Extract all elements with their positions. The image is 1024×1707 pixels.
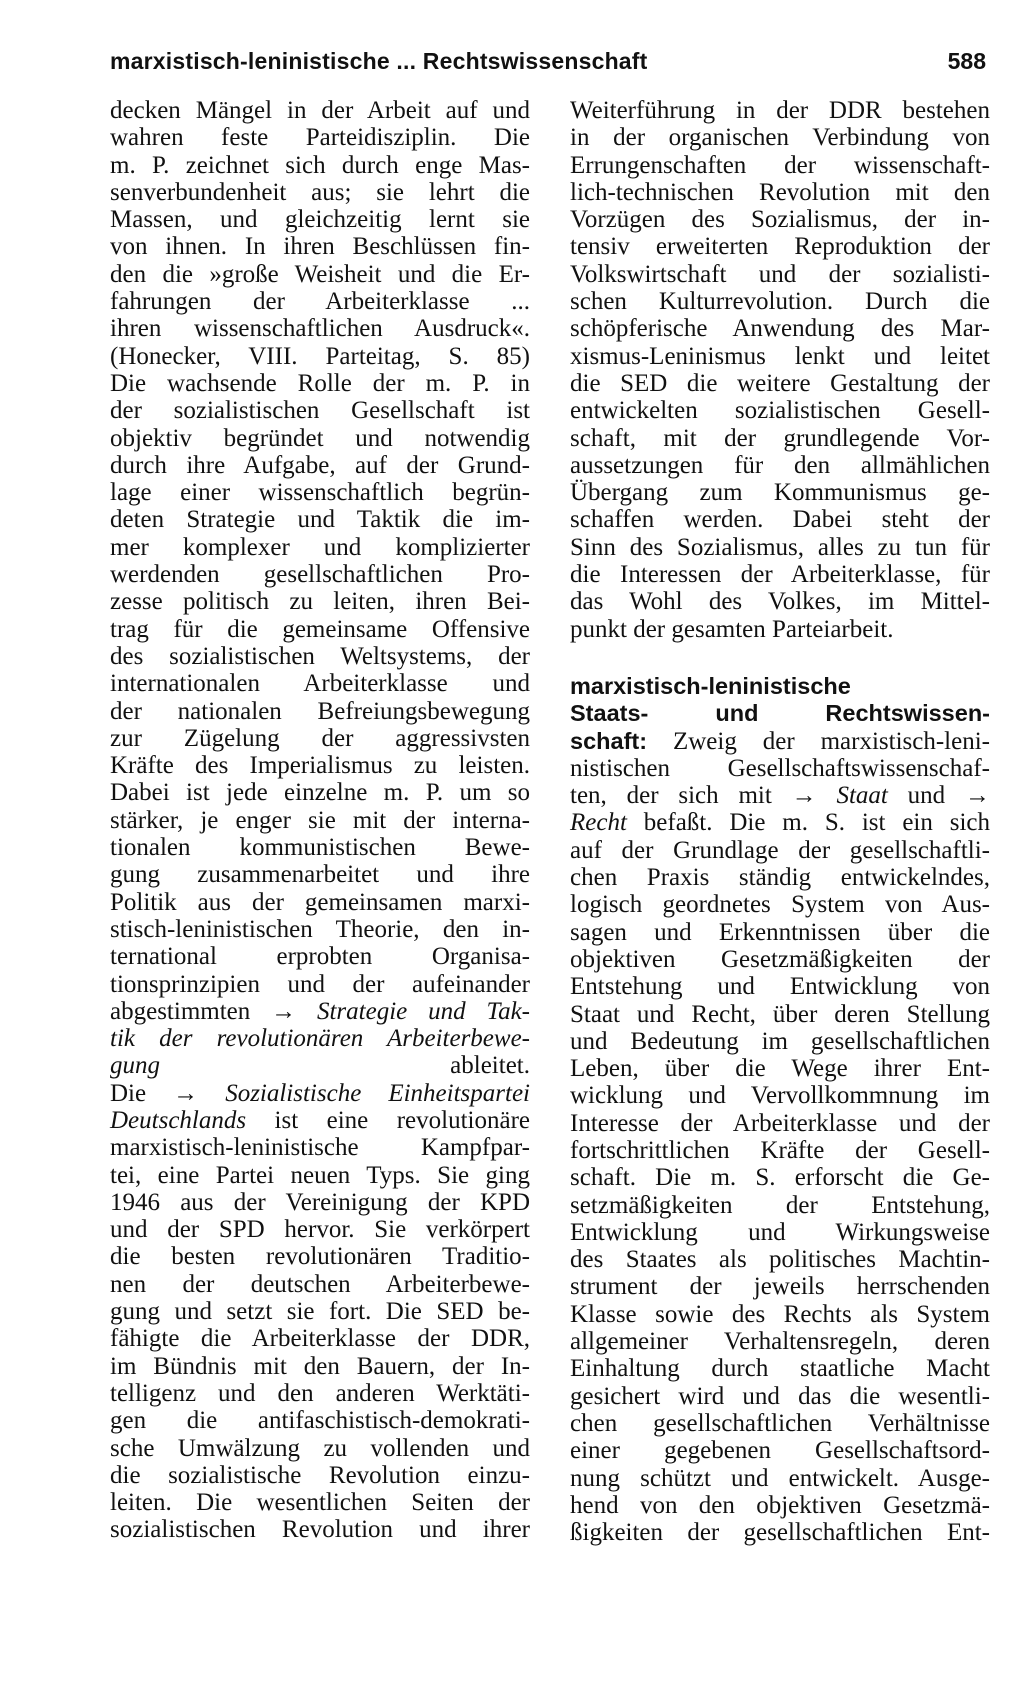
text-line bbox=[110, 1025, 530, 1052]
text-line bbox=[110, 479, 530, 506]
text-line bbox=[570, 700, 990, 727]
text-segment: Politik aus der gemeinsamen marxi- bbox=[110, 888, 530, 916]
text-line bbox=[110, 1353, 530, 1380]
text-line bbox=[110, 452, 530, 479]
text-line bbox=[110, 834, 530, 861]
text-segment: entwickelten sozialistischen Gesell- bbox=[570, 397, 990, 425]
text-line bbox=[570, 1465, 990, 1492]
text-segment: auf der Grundlage der gesellschaftli- bbox=[570, 836, 990, 864]
text-line bbox=[110, 1462, 530, 1489]
text-line bbox=[110, 1516, 530, 1543]
text-segment: (Honecker, VIII. Parteitag, S. 85) bbox=[110, 342, 530, 370]
text-line bbox=[110, 1080, 530, 1107]
text-segment: strument der jeweils herrschenden bbox=[570, 1273, 990, 1301]
text-segment: Vorzügen des Sozialismus, der in- bbox=[570, 206, 990, 234]
text-line bbox=[110, 643, 530, 670]
text-line bbox=[110, 261, 530, 288]
text-line bbox=[110, 807, 530, 834]
text-line bbox=[570, 588, 990, 615]
text-line bbox=[110, 588, 530, 615]
page-number: 588 bbox=[947, 48, 986, 74]
text-line bbox=[570, 452, 990, 479]
text-line bbox=[570, 1492, 990, 1519]
text-segment: chen Praxis ständig entwickelndes, bbox=[570, 864, 990, 892]
text-segment: Kräfte des Imperialismus zu leisten. bbox=[110, 752, 530, 780]
text-segment: tensiv erweiterten Reproduktion der bbox=[570, 233, 990, 261]
text-line bbox=[110, 861, 530, 888]
text-line bbox=[110, 233, 530, 260]
text-line bbox=[570, 973, 990, 1000]
text-line bbox=[110, 1380, 530, 1407]
text-segment: Entstehung und Entwicklung von bbox=[570, 973, 990, 1001]
text-line bbox=[570, 1028, 990, 1055]
text-segment: einer gegebenen Gesellschaftsord- bbox=[570, 1437, 990, 1465]
text-segment: schaft. Die m. S. erforscht die Ge- bbox=[570, 1164, 990, 1192]
text-line bbox=[570, 534, 990, 561]
text-line bbox=[110, 1243, 530, 1270]
running-head: marxistisch-leninistische ... Rechtswissenschaft bbox=[110, 48, 648, 74]
text-segment: trag für die gemeinsame Offensive bbox=[110, 615, 530, 643]
text-segment: den die »große Weisheit und die Er- bbox=[110, 260, 530, 288]
cross-reference: gung bbox=[110, 1052, 160, 1080]
text-line bbox=[570, 1437, 990, 1464]
text-segment: 1946 aus der Vereinigung der KPD bbox=[110, 1188, 530, 1216]
text-segment: die sozialistische Revolution einzu- bbox=[110, 1461, 530, 1489]
text-line bbox=[570, 1082, 990, 1109]
text-line bbox=[570, 919, 990, 946]
text-line bbox=[570, 673, 990, 700]
text-segment: nung schützt und entwickelt. Ausge- bbox=[570, 1464, 990, 1492]
right-column-continuation bbox=[570, 97, 990, 643]
text-segment: allgemeiner Verhaltensregeln, deren bbox=[570, 1328, 990, 1356]
text-segment: wahren feste Parteidisziplin. Die bbox=[110, 124, 530, 152]
text-segment: punkt der gesamten Parteiarbeit. bbox=[570, 615, 894, 643]
text-line bbox=[110, 506, 530, 533]
text-line bbox=[570, 397, 990, 424]
text-line bbox=[570, 728, 990, 755]
text-segment: zur Zügelung der aggressivsten bbox=[110, 724, 530, 752]
text-segment: gesichert wird und das die wesentli- bbox=[570, 1382, 990, 1410]
text-segment: zesse politisch zu leiten, ihren Bei- bbox=[110, 588, 530, 616]
text-segment: tei, eine Partei neuen Typs. Sie ging bbox=[110, 1161, 530, 1189]
left-column bbox=[110, 97, 530, 1544]
text-line bbox=[110, 179, 530, 206]
text-segment: wicklung und Vervollkommnung im bbox=[570, 1082, 990, 1110]
text-line bbox=[570, 837, 990, 864]
text-line bbox=[570, 1219, 990, 1246]
text-line bbox=[570, 1273, 990, 1300]
text-line bbox=[110, 288, 530, 315]
text-line bbox=[110, 397, 530, 424]
text-segment: Die → bbox=[110, 1079, 226, 1107]
text-line bbox=[570, 1001, 990, 1028]
text-line bbox=[570, 288, 990, 315]
text-segment: Staat und Recht, über deren Stellung bbox=[570, 1000, 990, 1028]
text-line bbox=[570, 206, 990, 233]
text-segment: tionsprinzipien und der aufeinander bbox=[110, 970, 530, 998]
text-segment: und der SPD hervor. Sie verkörpert bbox=[110, 1216, 530, 1244]
text-segment: fahrungen der Arbeiterklasse ... bbox=[110, 288, 530, 316]
text-segment: aussetzungen für den allmählichen bbox=[570, 451, 990, 479]
text-segment: mer komplexer und komplizierter bbox=[110, 533, 530, 561]
text-line bbox=[110, 206, 530, 233]
cross-reference: tik der revolutionären Arbeiterbewe- bbox=[110, 1025, 530, 1053]
text-segment: sozialistischen Revolution und ihrer bbox=[110, 1516, 530, 1544]
text-segment: von ihnen. In ihren Beschlüssen fin- bbox=[110, 233, 530, 261]
text-line bbox=[110, 1407, 530, 1434]
text-segment: schöpferische Anwendung des Mar- bbox=[570, 315, 990, 343]
text-segment: schaffen werden. Dabei steht der bbox=[570, 506, 990, 534]
text-line bbox=[570, 315, 990, 342]
text-line bbox=[110, 425, 530, 452]
text-line bbox=[110, 1271, 530, 1298]
text-line bbox=[110, 561, 530, 588]
cross-reference: Strategie und Tak- bbox=[316, 997, 530, 1025]
text-line bbox=[110, 1216, 530, 1243]
text-line bbox=[110, 1107, 530, 1134]
text-segment: schaft, mit der grundlegende Vor- bbox=[570, 424, 990, 452]
text-line bbox=[570, 1137, 990, 1164]
dictionary-entry bbox=[570, 673, 990, 1547]
text-line bbox=[110, 1162, 530, 1189]
text-segment: ternational erprobten Organisa- bbox=[110, 943, 530, 971]
text-segment: stisch-leninistischen Theorie, den in- bbox=[110, 915, 530, 943]
text-segment: gung zusammenarbeitet und ihre bbox=[110, 861, 530, 889]
text-segment: sche Umwälzung zu vollenden und bbox=[110, 1434, 530, 1462]
text-line bbox=[110, 1052, 530, 1079]
text-segment: die Interessen der Arbeiterklasse, für bbox=[570, 561, 990, 589]
text-line bbox=[110, 698, 530, 725]
text-segment: ßigkeiten der gesellschaftlichen Ent- bbox=[570, 1519, 990, 1547]
text-line bbox=[110, 315, 530, 342]
text-segment: Dabei ist jede einzelne m. P. um so bbox=[110, 779, 530, 807]
text-line bbox=[110, 1435, 530, 1462]
text-segment: ten, der sich mit → bbox=[570, 782, 837, 810]
text-segment: chen gesellschaftlichen Verhältnisse bbox=[570, 1409, 990, 1437]
text-segment: Die wachsende Rolle der m. P. in bbox=[110, 369, 530, 397]
text-line bbox=[110, 998, 530, 1025]
cross-reference: Sozialistische Einheitspartei bbox=[225, 1079, 530, 1107]
text-line bbox=[110, 779, 530, 806]
text-line bbox=[110, 616, 530, 643]
text-segment: gen die antifaschistisch-demokrati- bbox=[110, 1407, 530, 1435]
text-line bbox=[570, 616, 990, 643]
text-segment: und Bedeutung im gesellschaftlichen bbox=[570, 1027, 990, 1055]
text-segment: des sozialistischen Weltsystems, der bbox=[110, 642, 530, 670]
text-line bbox=[110, 725, 530, 752]
text-segment: und → bbox=[887, 782, 991, 810]
text-segment: gung und setzt sie fort. Die SED be- bbox=[110, 1298, 530, 1326]
text-line bbox=[110, 343, 530, 370]
entry-headword: Staats- und Rechtswissen- bbox=[570, 700, 990, 727]
text-segment: ist eine revolutionäre bbox=[246, 1106, 530, 1134]
text-line bbox=[570, 1328, 990, 1355]
text-line bbox=[110, 1134, 530, 1161]
text-line bbox=[110, 889, 530, 916]
text-segment: tionalen kommunistischen Bewe- bbox=[110, 834, 530, 862]
entry-headword: schaft: bbox=[570, 727, 648, 754]
text-segment: fortschrittlichen Kräfte der Gesell- bbox=[570, 1136, 990, 1164]
text-line bbox=[570, 1301, 990, 1328]
text-segment: internationalen Arbeiterklasse und bbox=[110, 670, 530, 698]
text-line bbox=[110, 152, 530, 179]
text-segment: Einhaltung durch staatliche Macht bbox=[570, 1355, 990, 1383]
text-line bbox=[110, 971, 530, 998]
text-segment: setzmäßigkeiten der Entstehung, bbox=[570, 1191, 990, 1219]
text-segment: m. P. zeichnet sich durch enge Mas- bbox=[110, 151, 530, 179]
text-line bbox=[570, 124, 990, 151]
text-line bbox=[570, 425, 990, 452]
text-line bbox=[110, 97, 530, 124]
text-segment: Entwicklung und Wirkungsweise bbox=[570, 1218, 990, 1246]
text-line bbox=[570, 233, 990, 260]
text-segment: das Wohl des Volkes, im Mittel- bbox=[570, 588, 990, 616]
cross-reference: Recht bbox=[570, 809, 627, 837]
text-segment: marxistisch-leninistische Kampfpar- bbox=[110, 1134, 530, 1162]
text-segment: xismus-Leninismus lenkt und leitet bbox=[570, 342, 990, 370]
text-line bbox=[570, 1410, 990, 1437]
cross-reference: Deutschlands bbox=[110, 1106, 247, 1134]
text-segment: befaßt. Die m. S. ist ein sich bbox=[626, 809, 990, 837]
text-segment: im Bündnis mit den Bauern, der In- bbox=[110, 1352, 530, 1380]
text-segment: Zweig der marxistisch-leni- bbox=[647, 727, 990, 755]
text-segment: werdenden gesellschaftlichen Pro- bbox=[110, 561, 530, 589]
text-line bbox=[570, 479, 990, 506]
text-line bbox=[570, 1519, 990, 1546]
text-line bbox=[570, 809, 990, 836]
text-segment: des Staates als politisches Machtin- bbox=[570, 1246, 990, 1274]
text-line bbox=[110, 670, 530, 697]
text-segment: deten Strategie und Taktik die im- bbox=[110, 506, 530, 534]
text-line bbox=[570, 864, 990, 891]
text-line bbox=[110, 534, 530, 561]
text-line bbox=[570, 97, 990, 124]
text-segment: der sozialistischen Gesellschaft ist bbox=[110, 397, 530, 425]
text-segment: stärker, je enger sie mit der interna- bbox=[110, 806, 530, 834]
text-segment: sagen und Erkenntnissen über die bbox=[570, 918, 990, 946]
text-line bbox=[110, 1489, 530, 1516]
text-segment: lich-technischen Revolution mit den bbox=[570, 178, 990, 206]
text-line bbox=[570, 1110, 990, 1137]
text-line bbox=[110, 1325, 530, 1352]
text-line bbox=[570, 1164, 990, 1191]
cross-reference: Staat bbox=[836, 782, 888, 810]
text-segment: durch ihre Aufgabe, auf der Grund- bbox=[110, 451, 530, 479]
text-line bbox=[110, 916, 530, 943]
text-segment: Sinn des Sozialismus, alles zu tun für bbox=[570, 533, 990, 561]
text-line bbox=[570, 891, 990, 918]
text-segment: senverbundenheit aus; sie lehrt die bbox=[110, 178, 530, 206]
text-segment: Leben, über die Wege ihrer Ent- bbox=[570, 1055, 990, 1083]
text-line bbox=[110, 1189, 530, 1216]
text-line bbox=[570, 179, 990, 206]
text-line bbox=[110, 943, 530, 970]
page-header bbox=[110, 48, 986, 84]
text-line bbox=[570, 946, 990, 973]
text-segment: abgestimmten → bbox=[110, 997, 317, 1025]
text-segment: die besten revolutionären Traditio- bbox=[110, 1243, 530, 1271]
text-line bbox=[110, 752, 530, 779]
text-line bbox=[110, 1298, 530, 1325]
text-line bbox=[570, 261, 990, 288]
text-line bbox=[570, 152, 990, 179]
text-line bbox=[570, 755, 990, 782]
text-segment: leiten. Die wesentlichen Seiten der bbox=[110, 1489, 530, 1517]
text-segment: fähigte die Arbeiterklasse der DDR, bbox=[110, 1325, 530, 1353]
text-segment: Volkswirtschaft und der sozialisti- bbox=[570, 260, 990, 288]
text-line bbox=[570, 343, 990, 370]
text-line bbox=[570, 1055, 990, 1082]
text-segment: logisch geordnetes System von Aus- bbox=[570, 891, 990, 919]
text-line bbox=[570, 1355, 990, 1382]
text-line bbox=[570, 561, 990, 588]
text-segment: objektiven Gesetzmäßigkeiten der bbox=[570, 945, 990, 973]
text-segment: nen der deutschen Arbeiterbewe- bbox=[110, 1270, 530, 1298]
text-line bbox=[110, 124, 530, 151]
text-segment: lage einer wissenschaftlich begrün- bbox=[110, 479, 530, 507]
text-segment: Interesse der Arbeiterklasse und der bbox=[570, 1109, 990, 1137]
text-segment: Übergang zum Kommunismus ge- bbox=[570, 479, 990, 507]
text-segment: Errungenschaften der wissenschaft- bbox=[570, 151, 990, 179]
right-column bbox=[570, 97, 990, 1546]
text-segment: telligenz und den anderen Werktäti- bbox=[110, 1379, 530, 1407]
text-line bbox=[110, 370, 530, 397]
text-line bbox=[570, 1246, 990, 1273]
text-segment: der nationalen Befreiungsbewegung bbox=[110, 697, 530, 725]
text-segment: decken Mängel in der Arbeit auf und bbox=[110, 97, 530, 124]
entry-spacer bbox=[570, 643, 990, 673]
text-segment: Klasse sowie des Rechts als System bbox=[570, 1300, 990, 1328]
text-segment: die SED die weitere Gestaltung der bbox=[570, 369, 990, 397]
text-segment: ihren wissenschaftlichen Ausdruck«. bbox=[110, 315, 530, 343]
entry-headword: marxistisch-leninistische bbox=[570, 672, 851, 699]
text-segment: Massen, und gleichzeitig lernt sie bbox=[110, 206, 530, 234]
text-line bbox=[570, 1192, 990, 1219]
text-line bbox=[570, 1383, 990, 1410]
text-segment: in der organischen Verbindung von bbox=[570, 124, 990, 152]
text-segment: objektiv begründet und notwendig bbox=[110, 424, 530, 452]
text-line bbox=[570, 782, 990, 809]
text-segment: Weiterführung in der DDR bestehen bbox=[570, 97, 990, 124]
text-segment: ableitet. bbox=[160, 1052, 530, 1080]
text-line bbox=[570, 506, 990, 533]
text-segment: hend von den objektiven Gesetzmä- bbox=[570, 1491, 990, 1519]
text-segment: schen Kulturrevolution. Durch die bbox=[570, 288, 990, 316]
text-line bbox=[570, 370, 990, 397]
text-segment: nistischen Gesellschaftswissenschaf- bbox=[570, 754, 990, 782]
